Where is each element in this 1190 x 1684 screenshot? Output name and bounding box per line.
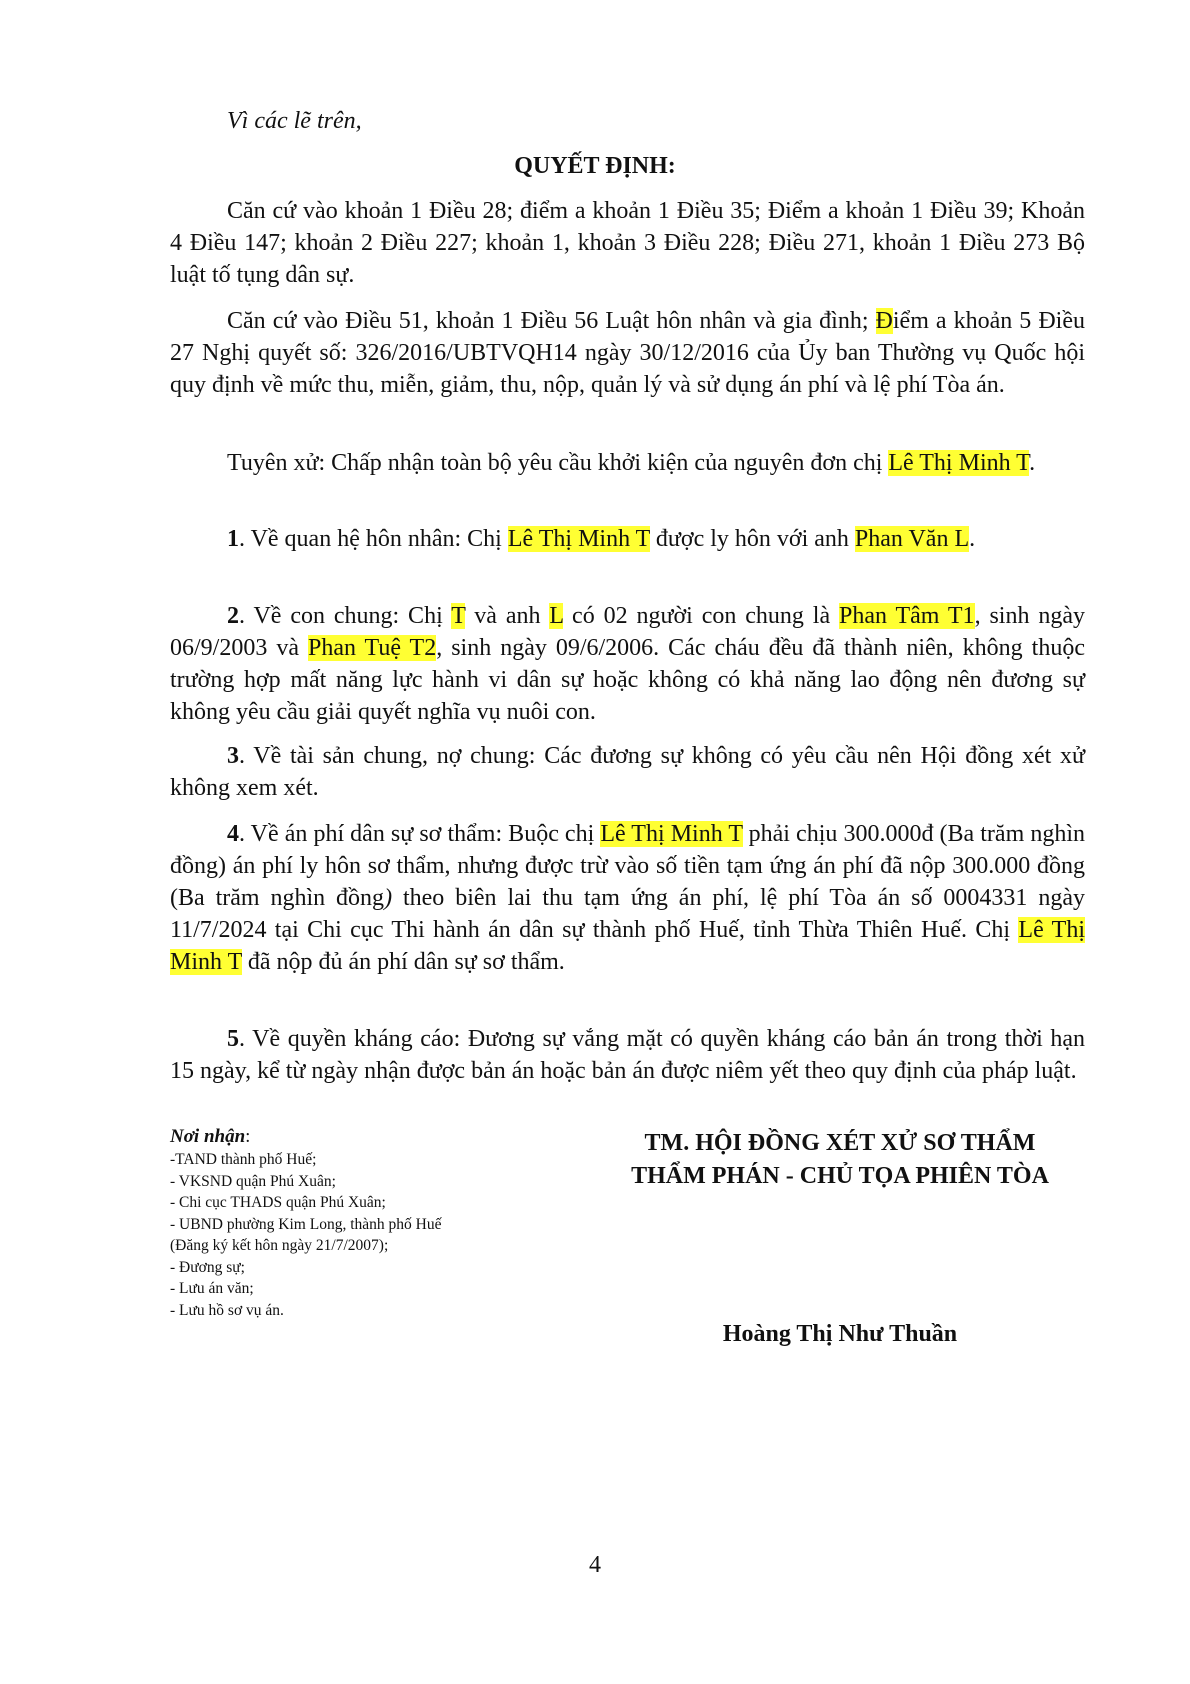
- recipient-item: - Lưu án văn;: [170, 1280, 254, 1297]
- text-run: đã nộp đủ án phí dân sự sơ thẩm.: [241, 949, 565, 975]
- text-run: , sinh ngày 09/6/2006. Các cháu đều đã thành niên, không thuộc trường hợp mất năng lực hành vi dân sự hoặc không có khả năng lao động nên đương sự không yêu cầu giải quyết nghĩa vụ nuôi con.: [170, 635, 1085, 725]
- ruling-item-2: [170, 600, 1085, 728]
- decision-heading: QUYẾT ĐỊNH:: [514, 153, 676, 179]
- signature-line-2: THẨM PHÁN - CHỦ TỌA PHIÊN TÒA: [631, 1163, 1049, 1189]
- text-run: . Về tài sản chung, nợ chung: Các đương sự không có yêu cầu nên Hội đồng xét xử không xem xét.: [170, 743, 1085, 801]
- highlighted-text: Đ: [875, 308, 893, 334]
- highlighted-name: Lê Thị Minh T: [507, 526, 650, 552]
- ruling-paragraph: [170, 447, 1085, 479]
- text-run: phải chịu 300.000đ (Ba trăm nghìn đồng) án phí ly hôn sơ thẩm, nhưng được trừ vào số tiền tạm ứng án phí đã nộp 300.000 đồng (Ba trăm nghìn đồng: [170, 821, 1085, 911]
- recipient-item: - Lưu hồ sơ vụ án.: [170, 1301, 284, 1319]
- text-run: . Về án phí dân sự sơ thẩm: Buộc chị: [239, 821, 601, 847]
- text-run: iểm a khoản 5 Điều 27 Nghị quyết số: 326/2016/UBTVQH14 ngày 30/12/2016 của Ủy ban Thường vụ Quốc hội quy định về mức thu, miễn, giảm, thu, nộp, quản lý và sử dụng án phí và lệ phí Tòa án.: [170, 308, 1085, 398]
- item-number: 1: [227, 526, 239, 552]
- ruling-item-4: [170, 818, 1085, 978]
- recipient-item: - Chi cục THADS quận Phú Xuân;: [170, 1194, 386, 1211]
- recipient-item: - UBND phường Kim Long, thành phố Huế: [170, 1215, 442, 1233]
- highlighted-name: Lê Thị Minh T: [170, 917, 1085, 975]
- recipient-item: - Đương sự;: [170, 1258, 245, 1276]
- text-run: . Về con chung: Chị: [239, 603, 452, 629]
- legal-basis-paragraph-2: [170, 305, 1085, 401]
- ruling-item-5: [170, 1023, 1085, 1087]
- text-run: và anh: [465, 603, 550, 629]
- ruling-item-1: [170, 523, 1085, 555]
- recipients-title-colon: :: [245, 1126, 251, 1147]
- text-run: ): [384, 885, 393, 911]
- highlighted-name: L: [549, 603, 564, 629]
- text-run: Tuyên xử: Chấp nhận toàn bộ yêu cầu khởi kiện của nguyên đơn chị: [227, 450, 889, 476]
- signature-block: [580, 1127, 1100, 1193]
- recipient-item: - VKSND quận Phú Xuân;: [170, 1172, 336, 1190]
- page-number: 4: [589, 1552, 601, 1578]
- text-run: , sinh ngày 06/9/2003 và: [170, 603, 1085, 661]
- highlighted-name: Lê Thị Minh T: [600, 821, 743, 847]
- recipient-item: -TAND thành phố Huế;: [170, 1151, 317, 1168]
- highlighted-name: Phan Tuệ T2: [307, 635, 437, 661]
- text-run: được ly hôn với anh: [649, 526, 855, 552]
- item-number: 4: [227, 821, 239, 847]
- item-number: 5: [227, 1026, 239, 1052]
- text-run: có 02 người con chung là: [563, 603, 840, 629]
- intro-line: Vì các lẽ trên,: [227, 108, 362, 134]
- highlighted-name: T: [451, 603, 466, 629]
- signature-line-1: TM. HỘI ĐỒNG XÉT XỬ SƠ THẨM: [644, 1130, 1036, 1156]
- item-number: 3: [227, 743, 239, 769]
- recipients-title-text: Nơi nhận: [170, 1126, 246, 1147]
- highlighted-name: Lê Thị Minh T: [888, 450, 1030, 476]
- text-run: Căn cứ vào Điều 51, khoản 1 Điều 56 Luật hôn nhân và gia đình;: [227, 308, 876, 334]
- legal-basis-paragraph-1: Căn cứ vào khoản 1 Điều 28; điểm a khoản 1 Điều 35; Điểm a khoản 1 Điều 39; Khoản 4 Điều 147; khoản 2 Điều 227; khoản 1, khoản 3 Điều 228; Điều 271, khoản 1 Điều 273 Bộ luật tố tụng dân sự.: [170, 198, 1085, 288]
- text-run: theo biên lai thu tạm ứng án phí, lệ phí Tòa án số 0004331 ngày 11/7/2024 tại Chi cục Thi hành án dân sự thành phố Huế, tỉnh Thừa Thiên Huế. Chị: [170, 885, 1085, 943]
- highlighted-name: Phan Tâm T1: [839, 603, 975, 629]
- text-run: . Về quyền kháng cáo: Đương sự vắng mặt có quyền kháng cáo bản án trong thời hạn 15 ngày, kể từ ngày nhận được bản án hoặc bản án được niêm yết theo quy định của pháp luật.: [170, 1026, 1085, 1084]
- recipients-block: [170, 1125, 590, 1321]
- recipients-list: [170, 1149, 590, 1321]
- highlighted-name: Phan Văn L: [854, 526, 970, 552]
- recipients-title: [170, 1125, 590, 1149]
- text-run: . Về quan hệ hôn nhân: Chị: [239, 526, 508, 552]
- item-number: 2: [227, 603, 239, 629]
- signer-name: Hoàng Thị Như Thuần: [722, 1321, 958, 1347]
- text-run: .: [1029, 450, 1036, 476]
- text-run: .: [969, 526, 976, 552]
- ruling-item-3: [170, 740, 1085, 804]
- recipient-item: (Đăng ký kết hôn ngày 21/7/2007);: [170, 1237, 389, 1254]
